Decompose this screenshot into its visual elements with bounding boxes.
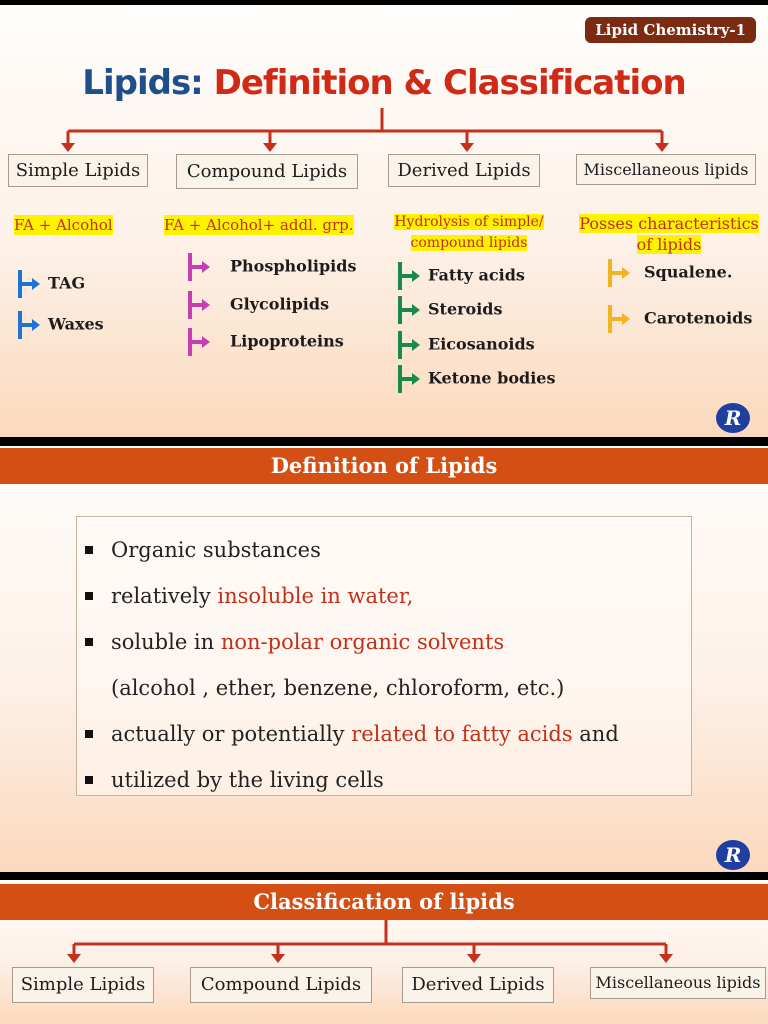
note-miscellaneous-lipids: Posses characteristics of lipids — [579, 214, 759, 254]
list-item: Fatty acids — [398, 262, 525, 290]
bracket-arrow-icon — [188, 291, 210, 319]
section-heading: Definition of Lipids — [0, 448, 768, 484]
brand-logo-icon: R — [716, 840, 750, 870]
bracket-arrow-icon — [398, 262, 420, 290]
bracket-arrow-icon — [608, 305, 630, 333]
list-item: Glycolipids — [188, 291, 329, 319]
category-compound-lipids: Compound Lipids — [190, 967, 372, 1003]
list-item: Ketone bodies — [398, 365, 556, 393]
square-bullet-icon — [85, 730, 93, 738]
bracket-arrow-icon — [398, 296, 420, 324]
note-simple-lipids: FA + Alcohol — [14, 216, 113, 234]
category-derived-lipids: Derived Lipids — [402, 967, 554, 1003]
bracket-arrow-icon — [398, 365, 420, 393]
bracket-arrow-icon — [608, 259, 630, 287]
list-item: Organic substances — [111, 527, 691, 573]
section-heading: Classification of lipids — [0, 884, 768, 920]
slide-classification — [0, 880, 768, 1024]
category-miscellaneous-lipids: Miscellaneous lipids — [590, 967, 766, 999]
list-item: relatively insoluble in water, — [111, 573, 691, 619]
square-bullet-icon — [85, 546, 93, 554]
list-item: Steroids — [398, 296, 503, 324]
list-item: actually or potentially related to fatty acids and — [111, 711, 691, 757]
bracket-arrow-icon — [18, 270, 40, 298]
note-derived-lipids: Hydrolysis of simple/ compound lipids — [394, 214, 544, 251]
title-part-lipids: Lipids: — [82, 63, 203, 103]
square-bullet-icon — [85, 638, 93, 646]
list-item: Eicosanoids — [398, 331, 535, 359]
definition-list — [77, 517, 691, 803]
list-item: Squalene. — [608, 259, 732, 287]
list-item: soluble in non-polar organic solvents — [111, 619, 691, 665]
bracket-arrow-icon — [398, 331, 420, 359]
bracket-arrow-icon — [188, 253, 210, 281]
category-simple-lipids: Simple Lipids — [8, 154, 148, 187]
bracket-arrow-icon — [18, 311, 40, 339]
slide-definition — [0, 446, 768, 872]
square-bullet-icon — [85, 592, 93, 600]
classification-tree-connector — [0, 5, 768, 165]
list-item: TAG — [18, 270, 85, 298]
slide-definition-classification — [0, 5, 768, 437]
category-compound-lipids: Compound Lipids — [176, 154, 358, 189]
square-bullet-icon — [85, 776, 93, 784]
list-item: Carotenoids — [608, 305, 752, 333]
list-item: Phospholipids — [188, 253, 356, 281]
category-miscellaneous-lipids: Miscellaneous lipids — [576, 154, 756, 185]
brand-logo-icon: R — [716, 403, 750, 433]
list-item: Waxes — [18, 311, 104, 339]
bracket-arrow-icon — [188, 328, 210, 356]
list-item: Lipoproteins — [188, 328, 344, 356]
list-item: utilized by the living cells — [111, 757, 691, 803]
category-simple-lipids: Simple Lipids — [12, 967, 154, 1003]
list-item-continuation: (alcohol , ether, benzene, chloroform, etc.) — [111, 676, 565, 700]
title-part-definition: Definition & Classification — [213, 63, 686, 103]
note-compound-lipids: FA + Alcohol+ addl. grp. — [164, 216, 354, 234]
definition-box — [76, 516, 692, 796]
topic-badge: Lipid Chemistry-1 — [585, 17, 756, 43]
category-derived-lipids: Derived Lipids — [388, 154, 540, 187]
